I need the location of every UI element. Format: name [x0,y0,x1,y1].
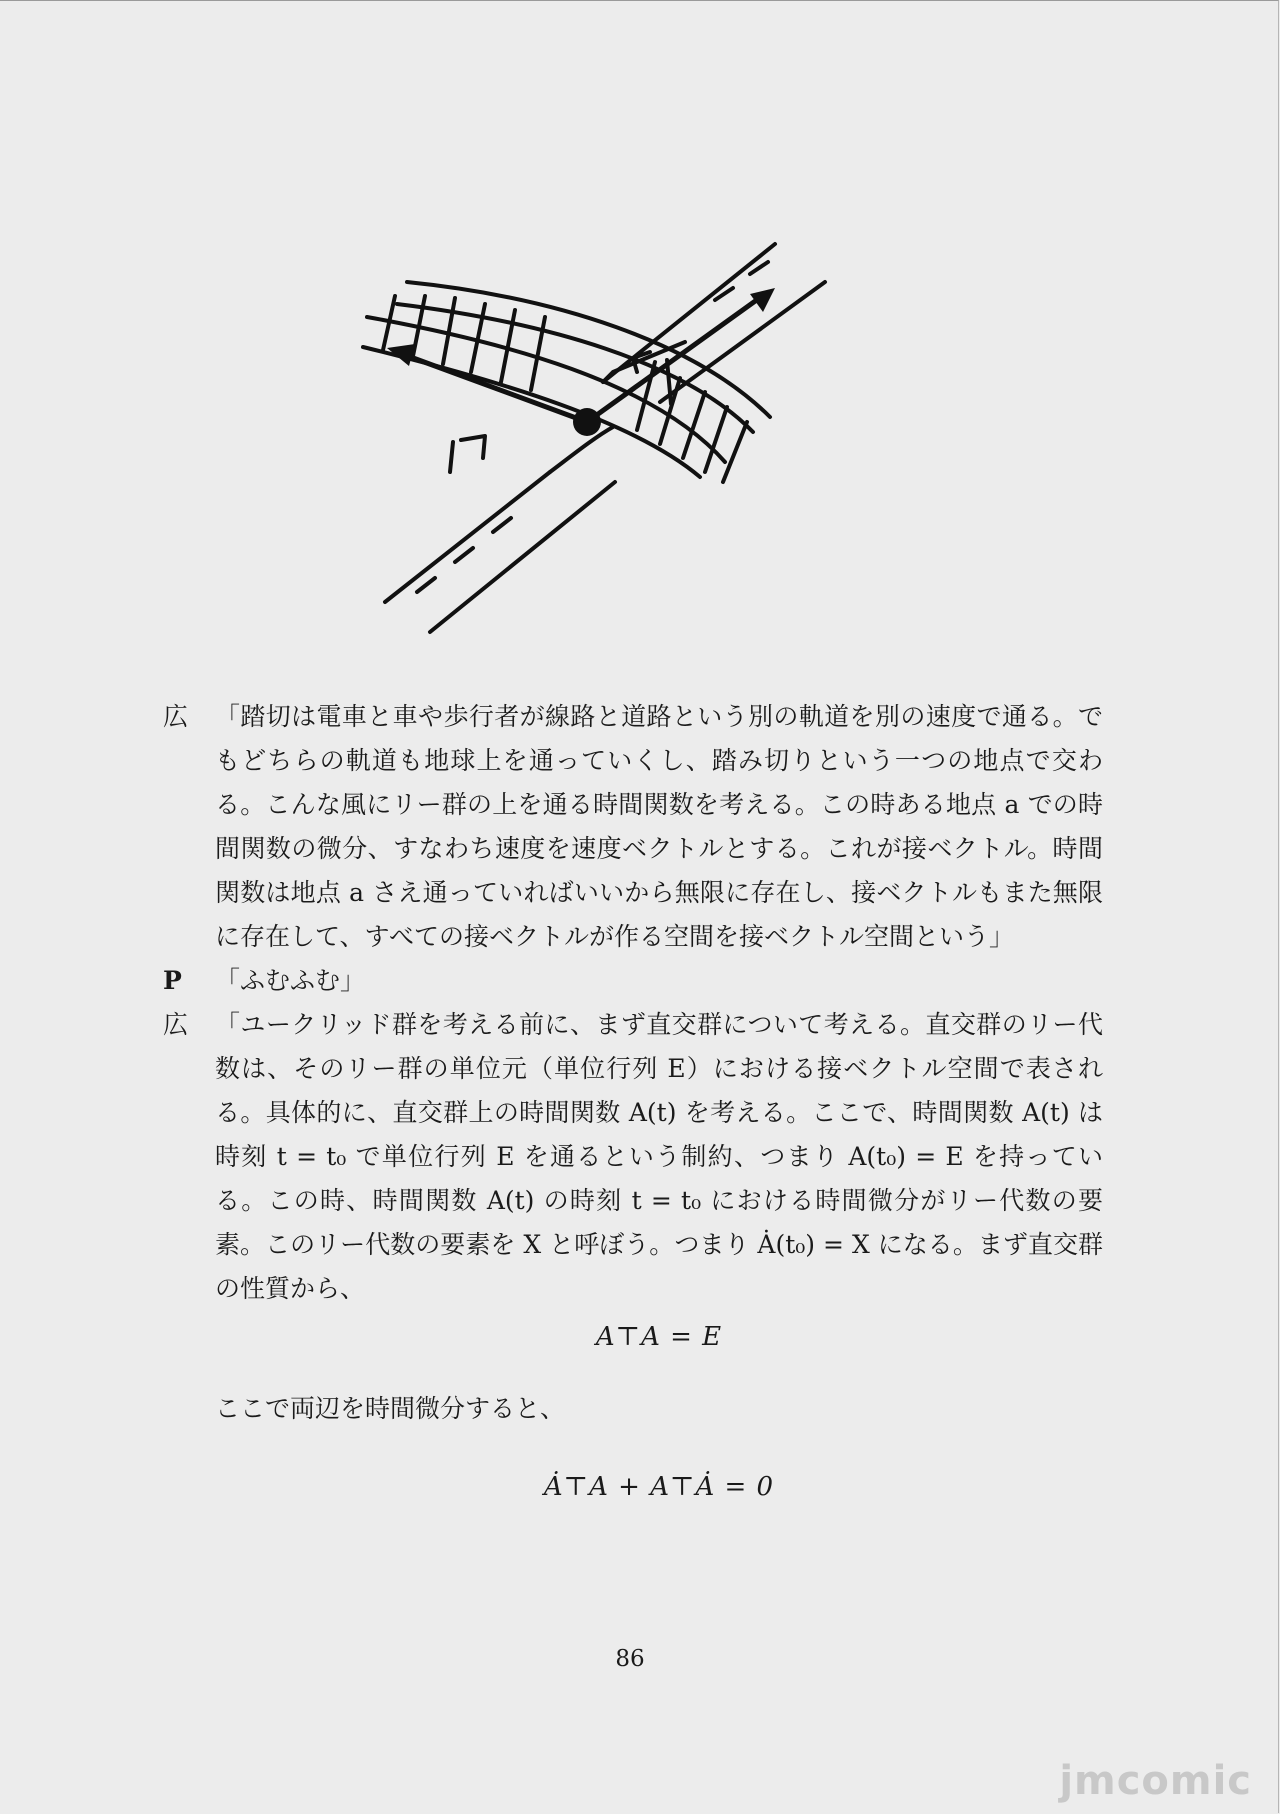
speaker-label: 広 [163,702,189,731]
watermark-logo: jmcomic [1059,1758,1252,1804]
speaker-label: P [163,966,182,995]
dialog-paragraph [163,959,1103,1003]
dialog-text: 「ふむふむ」 [215,966,366,995]
railroad-crossing-drawing [355,232,915,652]
dialog-text: 「踏切は電車と車や歩行者が線路と道路という別の軌道を別の速度で通る。でもどちらの軌道も地球上を通っていくし、踏み切りという一つの地点で交わる。こんな風にリー群の上を通る時間関数を考える。この時ある地点 a での時間関数の微分、すなわち速度を速度ベクトルとする。これが接ベクトル。時間関数は地点 a さえ通っていればいいから無限に存在し、接ベクトルもまた無限に存在して、すべての接ベクトルが作る空間を接ベクトル空間という」 [215,702,1103,951]
speaker-label: 広 [163,1010,189,1039]
page-number: 86 [615,1646,645,1672]
equation-derivative: Ȧ⊤A + A⊤Ȧ = 0 [543,1472,775,1502]
dialog-paragraph [163,695,1103,959]
dialog-text: 「ユークリッド群を考える前に、まず直交群について考える。直交群のリー代数は、そのリー群の単位元（単位行列 E）における接ベクトル空間で表される。具体的に、直交群上の時間関数 A(t) を考える。ここで、時間関数 A(t) は時刻 t = t₀ で単位行列 E を通るという制約、つまり A(t₀) = E を持っている。この時、時間関数 A(t) の時刻 t = t₀ における時間微分がリー代数の要素。このリー代数の要素を X と呼ぼう。つまり Ȧ(t₀) = X になる。まず直交群の性質から、 [215,1010,1103,1303]
dialog-continuation: ここで両辺を時間微分すると、 [215,1394,566,1423]
text-body [163,695,1103,1515]
dialog-paragraph [163,1003,1103,1311]
equation-orthogonality: A⊤A = E [595,1322,723,1352]
railway [363,282,770,482]
